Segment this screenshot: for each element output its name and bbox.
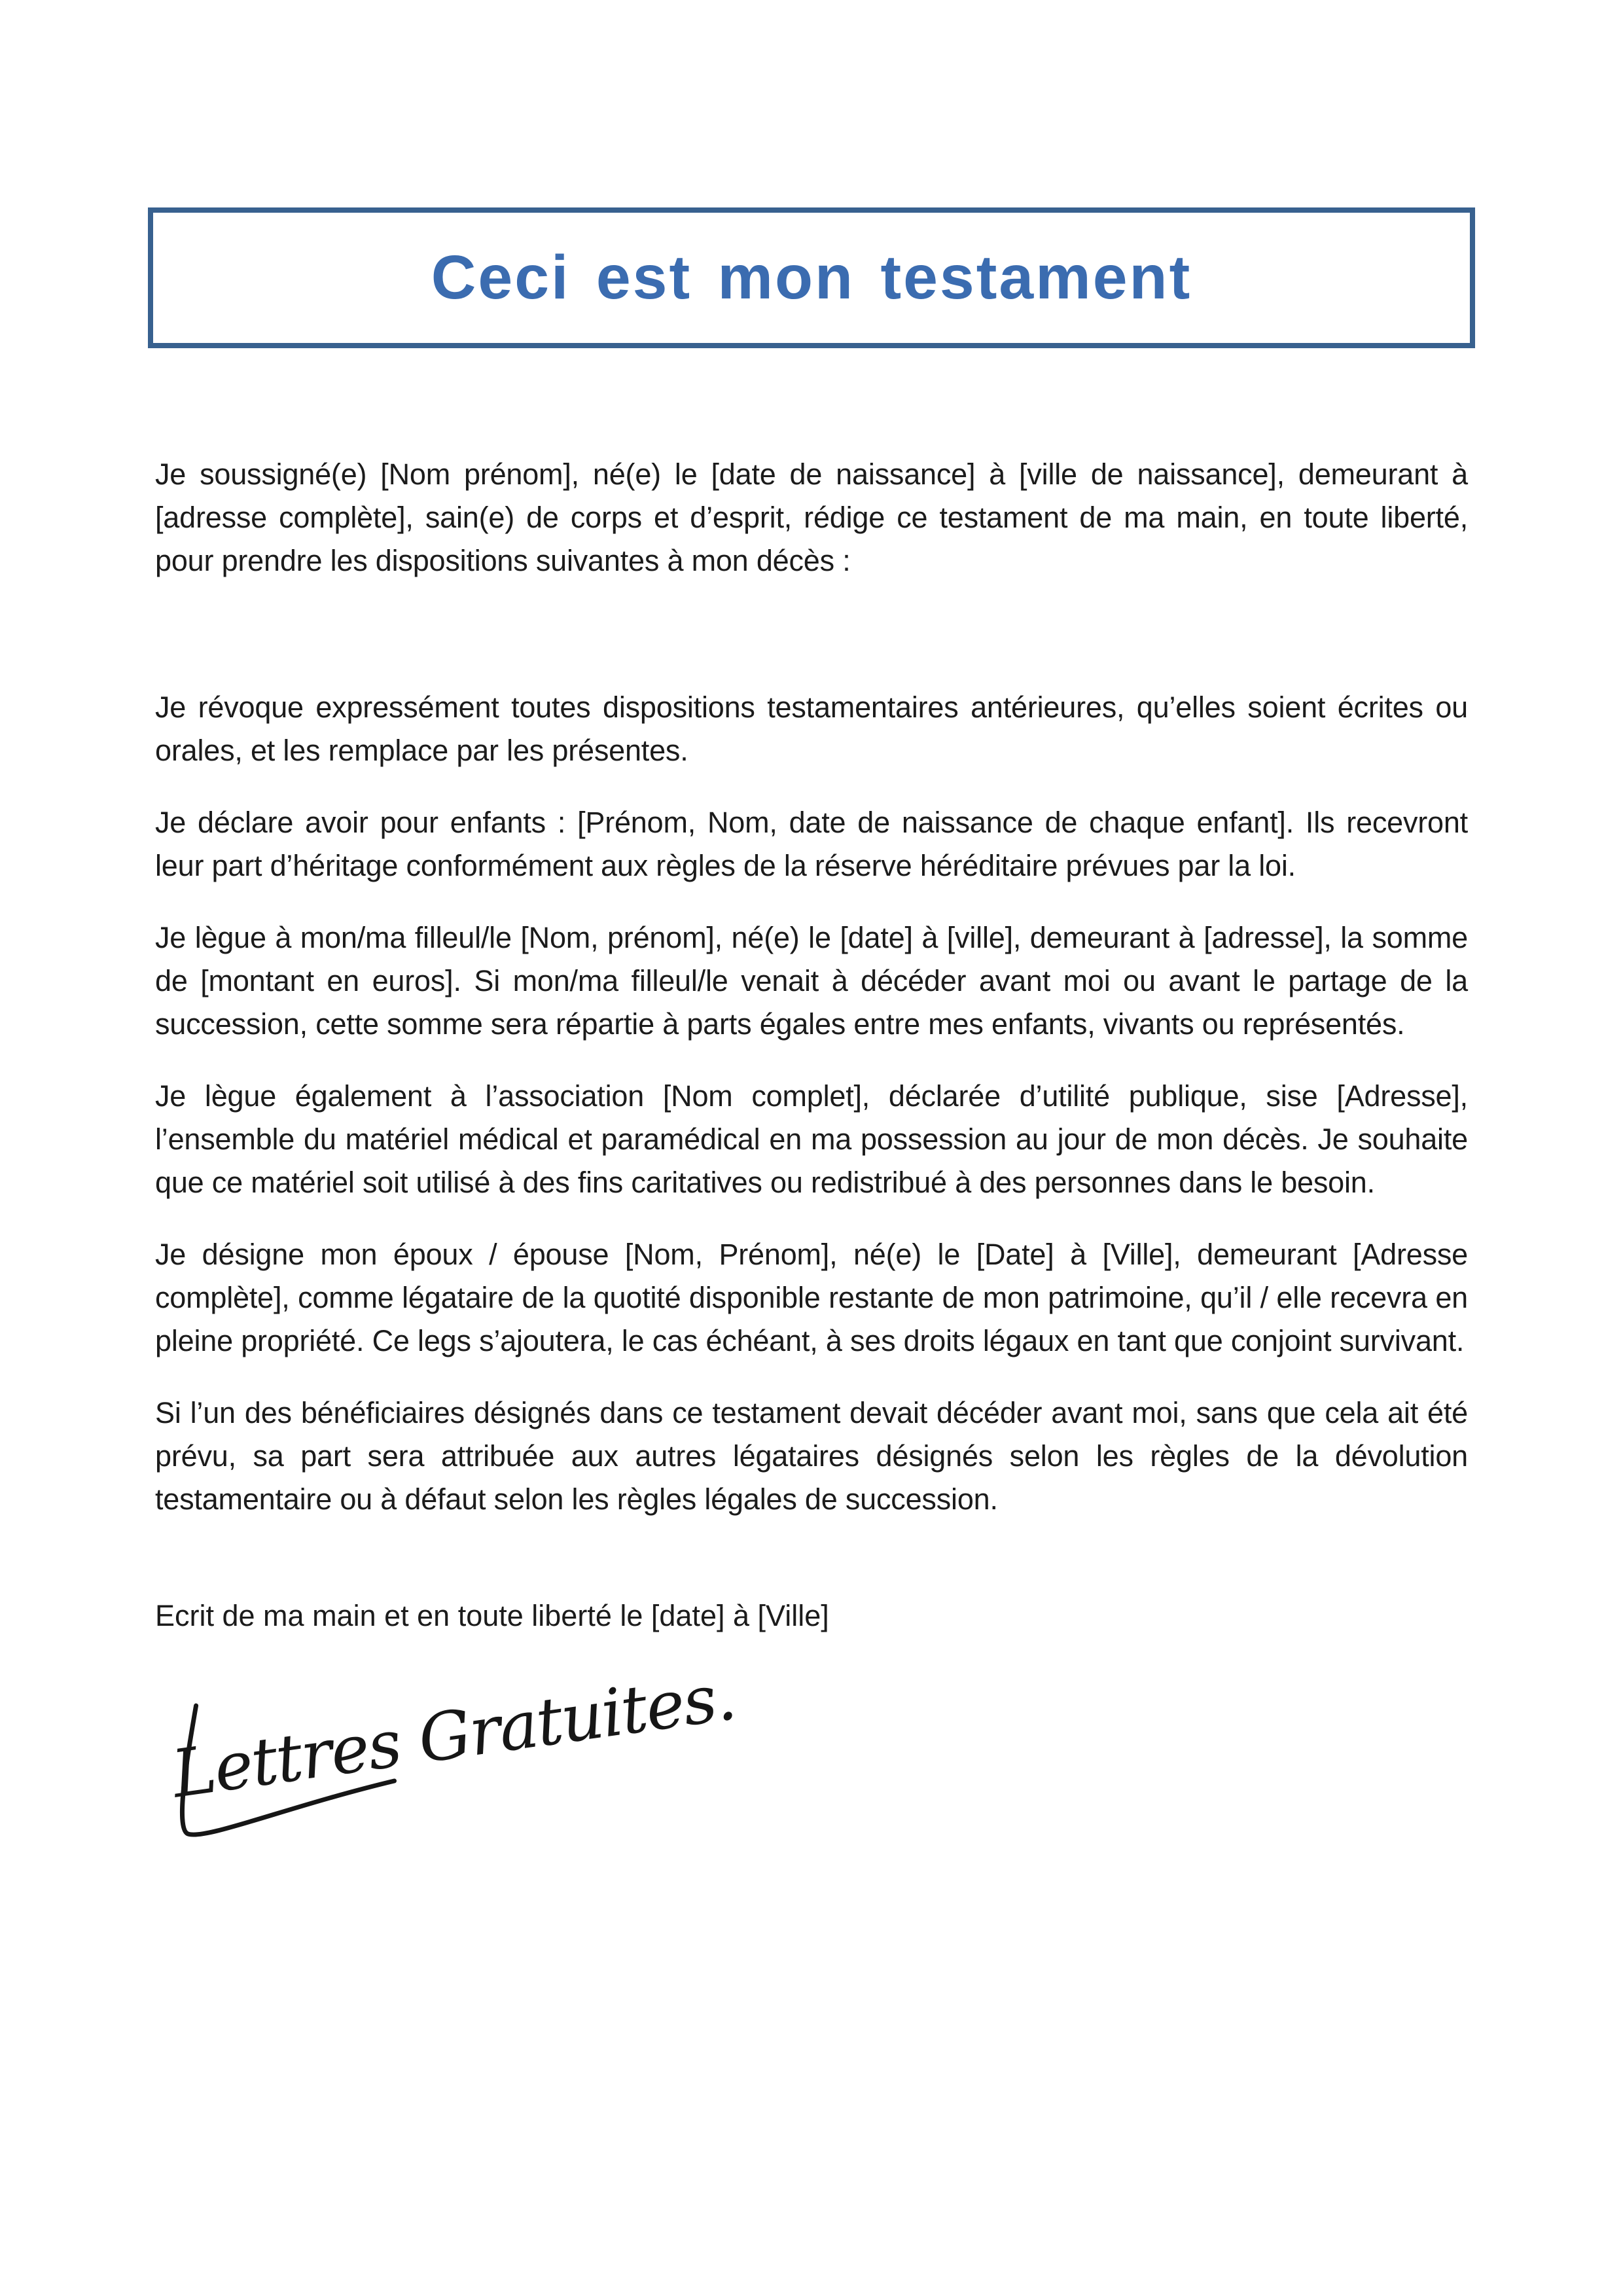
title-box xyxy=(148,207,1475,348)
paragraph-identity: Je soussigné(e) [Nom prénom], né(e) le [date de naissance] à [ville de naissance], demeurant à [adresse complète], sain(e) de corps et d’esprit, rédige ce testament de ma main, en toute liberté, pour prendre les dispositions suivantes à mon décès : xyxy=(155,457,1468,577)
paragraph-children: Je déclare avoir pour enfants : [Prénom, Nom, date de naissance de chaque enfant]. Ils recevront leur part d’héritage conformément aux règles de la réserve héréditaire prévues par la loi. xyxy=(155,806,1468,882)
signature-image xyxy=(158,1657,747,1880)
paragraph-spouse: Je désigne mon époux / épouse [Nom, Prénom], né(e) le [Date] à [Ville], demeurant [Adresse complète], comme légataire de la quotité disponible restante de mon patrimoine, qu’il / elle recevra en pleine propriété. Ce legs s’ajoutera, le cas échéant, à ses droits légaux en tant que conjoint survivant. xyxy=(155,1238,1468,1357)
paragraph-devolution: Si l’un des bénéficiaires désignés dans ce testament devait décéder avant moi, sans que cela ait été prévu, sa part sera attribuée aux autres légataires désignés selon les règles de la dévolution testamentaire ou à défaut selon les règles légales de succession. xyxy=(155,1396,1468,1516)
closing-statement: Ecrit de ma main et en toute liberté le [date] à [Ville] xyxy=(155,1599,829,1632)
content-area xyxy=(155,453,1468,1883)
paragraph-legacy-godchild: Je lègue à mon/ma filleul/le [Nom, prénom], né(e) le [date] à [ville], demeurant à [adresse], la somme de [montant en euros]. Si mon/ma filleul/le venait à décéder avant moi ou avant le partage de la succession, cette somme sera répartie à parts égales entre mes enfants, vivants ou représentés. xyxy=(155,921,1468,1041)
signature-text: Lettres Gratuites. xyxy=(167,1658,740,1813)
paragraph-legacy-association: Je lègue également à l’association [Nom complet], déclarée d’utilité publique, sise [Adresse], l’ensemble du matériel médical et paramédical en ma possession au jour de mon décès. Je souhaite que ce matériel soit utilisé à des fins caritatives ou redistribué à des personnes dans le besoin. xyxy=(155,1079,1468,1199)
paragraph-revocation: Je révoque expressément toutes dispositions testamentaires antérieures, qu’elles soient écrites ou orales, et les remplace par les présentes. xyxy=(155,691,1468,767)
page-title: Ceci est mon testament xyxy=(431,243,1192,312)
